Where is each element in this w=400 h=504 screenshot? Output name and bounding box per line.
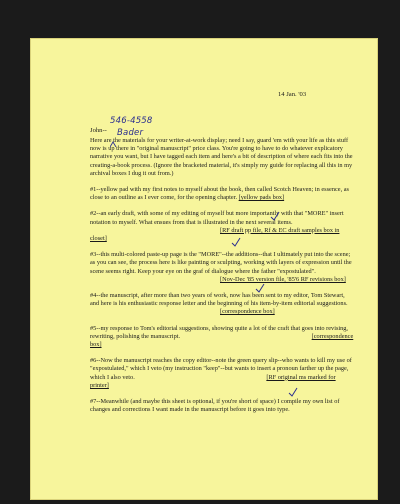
archive-tag: [Nov-Dec '85 version file, '85'6 RF revisions box] [220,275,346,283]
paragraph-intro [90,137,355,178]
letter-body [90,137,355,422]
paragraph-text: #4--the manuscript, after more than two years of work, now has been sent to my editor, Tom Stewart, and here is his enthusiastic response letter and the beginning of his item-by-item editorial suggestions. [90,292,348,308]
check-mark-icon [288,387,298,397]
salutation: John-- [90,127,107,134]
paragraph-item-4 [90,292,355,317]
archive-tag: [correspondence box] [90,332,354,349]
paragraph-item-7 [90,398,355,414]
paragraph-item-2 [90,210,355,243]
handwritten-name: Bader [117,128,144,138]
paragraph-text: #7--Meanwhile (and maybe this sheet is optional, if you're short of space) I compile my own list of changes and corrections I want made in the manuscript before it goes into type. [90,398,340,414]
archive-tag: [yellow pads box] [238,194,285,202]
archive-tag: [RF draft pp file, Rf & EC draft samples box in closet] [90,226,340,243]
paragraph-item-1 [90,186,355,202]
paragraph-text: #5--my response to Tom's editorial suggestions, showing quite a lot of the craft that goes into revising, rewriting, polishing the manuscript. [90,324,349,340]
paragraph-text: #3--this multi-colored paste-up page is the "MORE"--the additions--that I ultimately put into the scene; as you can see, the process here is like painting or sculpting, working with layers of expression until the scene seems right. Keep your eye on the graf of dialogue where the father "expostulated". [90,251,352,275]
paragraph-item-6 [90,357,355,390]
paragraph-text: #6--Now the manuscript reaches the copy editor--note the green query slip--who wants to kill my use of "expostulated," which I veto (my instruction "keep"--but wants to insert a pronoun farther up the page, which I also veto. [90,357,352,381]
paragraph-item-5 [90,325,355,350]
paragraph-text: #2--an early draft, with some of my editing of myself but more importantly with that "MORE" insert notation to myself. What ensues from that is illustrated in the next several items. [90,210,344,226]
check-mark-icon [255,283,265,293]
paragraph-item-3 [90,251,355,284]
check-mark-icon [231,237,241,247]
archive-tag: [RF original ms marked for printer] [90,373,336,389]
check-mark-icon [270,211,280,221]
paragraph-text: #1--yellow pad with my first notes to myself about the book, then called Scotch Heaven; in essence, as close to an outline as I ever come, for the opening chapter. [90,186,349,202]
letter-date: 14 Jan. '03 [278,91,307,98]
archive-tag: [correspondence box] [220,308,275,316]
paragraph-text: Here are the materials for your writer-at-work display; need I say, guard 'em with your life as this stuff now is up there in "original manuscript" price class. You're going to have to do whatever explicatory narrative you want, but I have tagged each item and here's a bit of description of where each fits into the creating-a-book process. (Ignore the bracketed material, it's simply my guide for replacing all this in my archival boxes I dug it out from.) [90,137,353,177]
handwritten-phone-number: 546-4558 [110,116,153,126]
